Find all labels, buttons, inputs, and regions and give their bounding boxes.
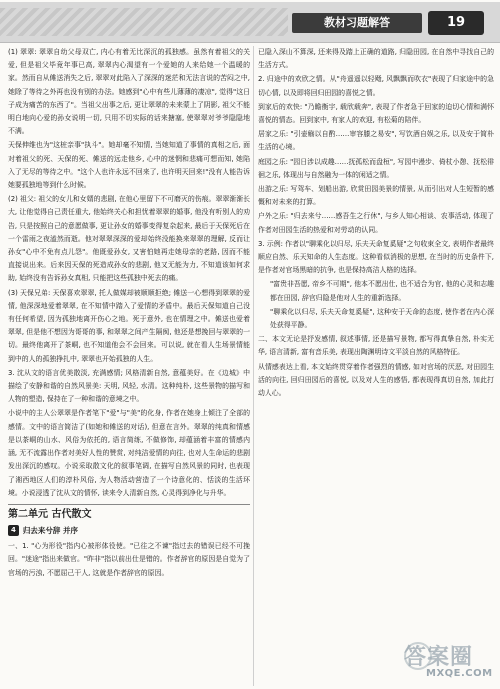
left-paragraph: 天保伸维也为"这桩亲事"执斗"。她却毫不知情, 当她知道了事情的真相之后, 面对着祖父的死、天保的死、傩送的远走他乡, 心中的迷惘和悲痛可想而知, 她陷入了无尽的等待之中。"这个人也许永远不回来了, 也许明天回来!"没有人能告诉她要孤独地等到什么时候。	[8, 141, 250, 190]
watermark-domain: MXQE.COM	[426, 668, 493, 679]
right-paragraph: 到家后的欢快: "乃瞻衡宇, 载欣载奔", 表现了作者急于回家的迫切心情和满怀喜悦的情态。回到家中, 有家人的欢迎, 有松菊的陪伴。	[258, 102, 494, 125]
unit-title: 第二单元 古代散文	[8, 508, 92, 520]
left-paragraph: (2) 祖父: 祖父的女儿和女婿的悲剧, 在他心里留下不可磨灭的伤痕。翠翠渐渐长大, 让他觉得自己责任重大, 他始终关心和担忧着翠翠的婚事, 他没有听别人的劝告, 只是按照自己的意愿做事, 更让孙女的婚事变得复杂起来, 最后于天保死后在一个雷雨之夜溘然而逝。他对翠翠深深的爱却始终没能换来翠翠的理解, 反而让孙女"心中不免有点儿怨"。他既爱孙女, 又害怕她再走她母亲的老路, 因而不能直接说出来。后来因天保的死造成孙女的悲剧, 他又无能为力, 不知道该如何求助, 始终没有告诉孙女真相, 只能把这些孤独中死去的痛。	[8, 195, 250, 283]
right-paragraph: 居家之乐: "引壶觞以自酌……审容膝之易安", 写饮酒自娱之乐, 以及安于简朴生活的心境。	[258, 130, 494, 152]
right-paragraph: 出游之乐: 写驾车、划船出游, 欣赏田园美景的情景, 从而引出对人生短暂的感慨和对未来的打算。	[258, 185, 494, 207]
page-number: 19	[428, 11, 484, 35]
page-header	[0, 0, 500, 44]
right-column	[258, 46, 494, 401]
left-paragraph: 小说中的主人公翠翠是作者笔下"爱"与"美"的化身, 作者在她身上倾注了全部的感情。文中的语言简洁了(如她和傩送的对话), 但意在言外。翠翠的纯真和情感是以茶峒的山水、风俗为依托的, 语言简练, 不做修饰, 却蕴涵着丰富的情感内涵, 无不流露出作者对美好人性的赞赏, 对纯洁爱情的向往, 也对人生命运的悲剧发出深沉的感叹。小说采取散文化的叙事笔调, 在描写自然风景的同时, 也表现了湘西地区人们的淳朴风俗, 为人物活动营造了一个诗意化的、恬淡的生活环境。小说浸透了沈从文的情怀, 读来令人清新自然, 心灵得到净化与升华。	[8, 409, 250, 497]
right-paragraph: 3. 示例: 作者以"聊乘化以归尽, 乐夫天命复奚疑"之句收束全文, 表明作者最终顺应自然、乐天知命的人生态度。这种看似消极的思想, 在当时的历史条件下, 是作者对官场黑暗的抗争, 也是保持高洁人格的选择。	[258, 239, 494, 275]
right-paragraph: 二、本文无论是抒发感情, 叙述事情, 还是描写景物, 都写得真挚自然, 朴实无华, 语言清新, 富有音乐美, 表现出陶渊明诗文平淡自然的风格特征。	[258, 335, 494, 357]
lesson-title: 归去来兮辞 并序	[22, 525, 78, 535]
left-column	[8, 46, 250, 581]
unit-heading	[8, 504, 250, 522]
right-paragraph: 2. 归途中的欢欣之情。从"舟遥遥以轻飏, 风飘飘而吹衣"表现了归家途中的急切心情, 以及即将回归田园的喜悦之情。	[258, 75, 494, 97]
left-paragraph: 3. 沈从文的语言优美散淡, 充满感情; 风格清新自然, 意蕴美好。在《边城》中描绘了安静和谐的自然风景美: 天明, 风轻, 水清。这种纯朴, 这些景物的描写和人物的塑造, 保持在了一种和谐的意境之中。	[8, 368, 250, 404]
lesson-heading	[8, 524, 250, 537]
site-watermark	[404, 640, 494, 684]
right-paragraph: 从情感表达上看, 本文始终贯穿着作者强烈的情感, 如对官场的厌恶, 对田园生活的向往, 回归田园后的喜悦, 以及对人生的感悟, 都表现得真切自然, 加此打动人心。	[258, 362, 494, 398]
right-paragraph: 庭园之乐: "园日涉以成趣……抚孤松而盘桓", 写园中漫步、倚杖小憩、抚松徘徊之乐, 体现出与自然融为一体的闲适之情。	[258, 157, 494, 179]
right-paragraph: 户外之乐: "归去来兮……感吾生之行休", 与乡人知心相谈、农事活动, 体现了作者对田园生活的热爱和对劳动的认同。	[258, 212, 494, 234]
header-section-label: 教材习题解答	[292, 13, 422, 33]
right-paragraph: 已隐入深山不算深, 还来得及踏上正确的道路, 归隐田园, 在自然中寻找自己的生活方式。	[258, 48, 494, 70]
right-quote-paragraph: "富贵非吾愿, 帝乡不可期", 他本不愿出仕, 也不适合为官, 他的心灵和志趣都在田园, 辞官归隐是他对人生的重新选择。	[270, 280, 494, 302]
column-divider	[253, 46, 254, 686]
left-paragraph: (1) 翠翠: 翠翠自幼父母双亡, 内心有着无比深沉的孤独感。虽然有着祖父的关爱, 但是祖父毕竟年事已高, 翠翠内心渴望有一个爱她的人来给她一个温暖的家。然而自从傩送消失之后, 翠翠对此陷入了深深的迷茫和无法言说的苦闷之中, 她除了等待之外再也没有别的办法。她感到"心中有些儿薄薄的凄凉", 觉得"这日子成为痛苦的东西了"。当祖父出事之后, 更让翠翠的未来蒙上了阴影, 祖父不能明白地向心爱的孙女说明一切, 只用不切实际的话来搪塞, 使翠翠对爷爷隐隐地不满。	[8, 48, 250, 136]
watermark-text: 答案圈	[404, 645, 474, 670]
left-paragraph: (3) 天保兄弟: 天保喜欢翠翠, 托人做媒却被顺顺拒绝; 傩送一心想得到翠翠的爱情, 他深深地爱着翠翠, 在不知情中踏入了爱情的矛盾中。最后天保知道自己没有任何希望, 因为孤独地离开伤心之地。死于意外, 也在情理之中。傩送也爱着翠翠, 但是他不想因为哥哥的事, 和翠翠之间产生隔阂, 他还是想挽回与翠翠的一切。最终他离开了茶峒, 也不知道他会不会回来。可以说, 就在看人生场景情能到中的人的孤独挣扎中, 翠翠也开始孤独的人生。	[8, 288, 250, 363]
lesson-number-badge: 4	[8, 525, 19, 536]
left-paragraph: 一、1. "心为形役"指内心被形体役使。"已往之不谏"指过去的错误已经不可挽回。"迷途"指出来做官。"昨非"指以前出仕是错的。作者辞官的原因是自觉为了官场的污浊, 不愿屈己干人, 这就是作者辞官的原因。	[8, 542, 250, 577]
right-quote-paragraph: "聊乘化以归尽, 乐夫天命复奚疑", 这种安于天命的态度, 使作者在内心深处获得平静。	[270, 307, 494, 330]
header-decor-pattern	[0, 8, 288, 36]
